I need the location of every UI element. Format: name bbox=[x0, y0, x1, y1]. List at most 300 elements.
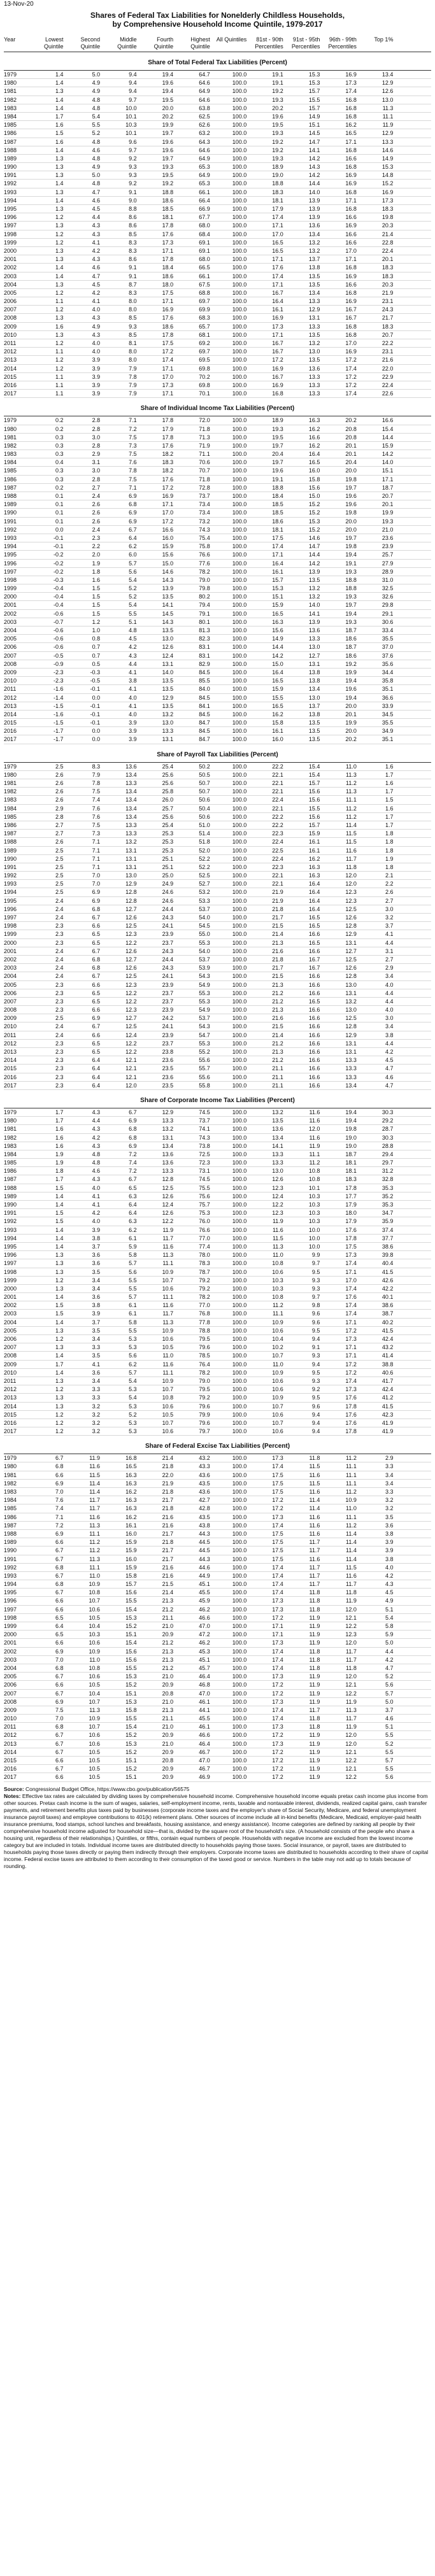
value-cell: 100.0 bbox=[232, 763, 247, 770]
table-row bbox=[4, 1031, 431, 1040]
value-cell: 64.9 bbox=[199, 155, 210, 162]
value-cell: 69.8 bbox=[199, 365, 210, 372]
value-cell: 9.4 bbox=[129, 71, 137, 78]
value-cell: 79.0 bbox=[199, 1377, 210, 1384]
value-cell: 2.6 bbox=[55, 780, 64, 786]
value-cell: 100.0 bbox=[232, 442, 247, 449]
value-cell: 19.5 bbox=[272, 122, 283, 129]
value-cell: 16.5 bbox=[125, 1463, 137, 1470]
year-cell: 2013 bbox=[4, 702, 17, 709]
value-cell: 13.0 bbox=[162, 719, 174, 726]
value-cell: 69.1 bbox=[199, 239, 210, 246]
value-cell: 44.3 bbox=[199, 1555, 210, 1562]
value-cell: 9.9 bbox=[311, 1252, 320, 1259]
value-cell: 5.2 bbox=[129, 1411, 137, 1418]
value-cell: 9.7 bbox=[311, 1260, 320, 1267]
value-cell: 10.7 bbox=[89, 1723, 101, 1730]
value-cell: 100.0 bbox=[232, 390, 247, 397]
value-cell: 3.2 bbox=[385, 914, 394, 921]
value-cell: 17.4 bbox=[272, 1581, 283, 1588]
value-cell: 22.6 bbox=[382, 390, 394, 397]
year-cell: 1998 bbox=[4, 1614, 17, 1621]
section-title: Share of Total Federal Tax Liabilities (Percent) bbox=[4, 56, 431, 71]
value-cell: 8.6 bbox=[129, 222, 137, 229]
value-cell: 9.1 bbox=[311, 1344, 320, 1351]
value-cell: 11.4 bbox=[346, 1530, 357, 1537]
value-cell: 21.5 bbox=[162, 1581, 174, 1588]
value-cell: 2.3 bbox=[55, 989, 64, 996]
table-row bbox=[4, 1117, 431, 1125]
value-cell: 20.1 bbox=[345, 451, 357, 458]
value-cell: 2.6 bbox=[92, 501, 101, 508]
value-cell: 100.0 bbox=[232, 694, 247, 701]
table-row bbox=[4, 163, 431, 171]
value-cell: 1.2 bbox=[55, 239, 64, 246]
value-cell: 1.2 bbox=[55, 357, 64, 364]
value-cell: 17.8 bbox=[345, 1428, 357, 1435]
year-cell: 1990 bbox=[4, 1201, 17, 1208]
value-cell: 17.4 bbox=[272, 1664, 283, 1671]
value-cell: 19.0 bbox=[272, 172, 283, 179]
table-row bbox=[4, 1082, 431, 1090]
value-cell: 3.1 bbox=[385, 947, 394, 954]
value-cell: 17.2 bbox=[272, 1505, 283, 1512]
value-cell: 16.1 bbox=[272, 728, 283, 735]
value-cell: 3.2 bbox=[385, 1505, 394, 1512]
year-cell: 1997 bbox=[4, 1260, 17, 1267]
value-cell: 17.6 bbox=[162, 476, 174, 483]
value-cell: 2.3 bbox=[55, 1040, 64, 1047]
table-row bbox=[4, 255, 431, 264]
value-cell: 55.2 bbox=[199, 1049, 210, 1055]
year-cell: 2012 bbox=[4, 1732, 17, 1739]
value-cell: 17.6 bbox=[345, 1226, 357, 1233]
table-row bbox=[4, 518, 431, 526]
year-cell: 2009 bbox=[4, 1361, 17, 1368]
value-cell: 20.1 bbox=[382, 501, 394, 508]
value-cell: 1.3 bbox=[55, 155, 64, 162]
value-cell: 100.0 bbox=[232, 627, 247, 633]
value-cell: 71.9 bbox=[199, 442, 210, 449]
value-cell: 13.5 bbox=[272, 1117, 283, 1124]
table-row bbox=[4, 830, 431, 838]
table-row bbox=[4, 467, 431, 475]
table-row bbox=[4, 450, 431, 458]
value-cell: 5.4 bbox=[385, 1614, 394, 1621]
value-cell: 3.9 bbox=[92, 1310, 101, 1317]
value-cell: 19.1 bbox=[272, 71, 283, 78]
value-cell: 100.0 bbox=[232, 1539, 247, 1546]
value-cell: 1.4 bbox=[55, 1201, 64, 1208]
value-cell: 6.7 bbox=[55, 1732, 64, 1739]
value-cell: -1.7 bbox=[53, 736, 64, 743]
value-cell: 14.1 bbox=[162, 602, 174, 609]
value-cell: 11.2 bbox=[346, 780, 357, 786]
value-cell: 20.0 bbox=[345, 518, 357, 525]
value-cell: 1.3 bbox=[55, 1252, 64, 1259]
value-cell: 6.7 bbox=[55, 1740, 64, 1747]
year-cell: 2005 bbox=[4, 1327, 17, 1334]
value-cell: 22.3 bbox=[272, 830, 283, 837]
value-cell: 12.4 bbox=[162, 1201, 174, 1208]
value-cell: 44.5 bbox=[199, 1539, 210, 1546]
value-cell: 2.6 bbox=[55, 771, 64, 778]
value-cell: 100.0 bbox=[232, 1648, 247, 1655]
table-row bbox=[4, 1419, 431, 1427]
value-cell: 100.0 bbox=[232, 1336, 247, 1342]
year-cell: 1994 bbox=[4, 1581, 17, 1588]
value-cell: 11.6 bbox=[309, 1108, 320, 1115]
value-cell: 5.6 bbox=[385, 1774, 394, 1781]
value-cell: 11.9 bbox=[382, 122, 394, 129]
value-cell: 9.3 bbox=[129, 323, 137, 330]
year-cell: 2008 bbox=[4, 1007, 17, 1014]
value-cell: 17.5 bbox=[345, 1243, 357, 1250]
value-cell: 3.4 bbox=[385, 1471, 394, 1478]
year-cell: 1990 bbox=[4, 855, 17, 862]
value-cell: 4.6 bbox=[92, 197, 101, 204]
value-cell: 10.3 bbox=[272, 1277, 283, 1284]
value-cell: 1.3 bbox=[55, 1403, 64, 1410]
value-cell: 17.4 bbox=[272, 1589, 283, 1596]
value-cell: 7.6 bbox=[55, 1497, 64, 1504]
value-cell: 25.1 bbox=[162, 863, 174, 870]
table-row bbox=[4, 719, 431, 727]
source-label: Source: bbox=[4, 1785, 24, 1792]
value-cell: 4.1 bbox=[92, 1192, 101, 1200]
column-header: Fourth Quintile bbox=[153, 36, 174, 50]
value-cell: 22.1 bbox=[272, 771, 283, 778]
value-cell: 18.3 bbox=[382, 272, 394, 280]
value-cell: 21.8 bbox=[162, 1539, 174, 1546]
value-cell: 3.4 bbox=[92, 1377, 101, 1384]
value-cell: 3.0 bbox=[385, 1015, 394, 1022]
value-cell: 8.8 bbox=[129, 206, 137, 212]
year-cell: 2012 bbox=[4, 694, 17, 701]
value-cell: 11.8 bbox=[309, 1715, 320, 1722]
value-cell: 6.7 bbox=[55, 1748, 64, 1755]
value-cell: 19.9 bbox=[345, 719, 357, 726]
value-cell: 100.0 bbox=[232, 1302, 247, 1309]
value-cell: 18.1 bbox=[272, 197, 283, 204]
value-cell: 54.3 bbox=[199, 1023, 210, 1030]
value-cell: 55.6 bbox=[199, 1073, 210, 1080]
value-cell: 100.0 bbox=[232, 881, 247, 888]
value-cell: 100.0 bbox=[232, 593, 247, 600]
value-cell: 24.4 bbox=[162, 956, 174, 963]
value-cell: 11.1 bbox=[309, 1150, 320, 1157]
table-row bbox=[4, 1377, 431, 1385]
value-cell: 7.4 bbox=[55, 1505, 64, 1512]
value-cell: 14.4 bbox=[308, 180, 320, 187]
value-cell: 14.0 bbox=[308, 602, 320, 609]
value-cell: -0.5 bbox=[90, 677, 101, 684]
value-cell: 14.0 bbox=[162, 669, 174, 676]
value-cell: 3.6 bbox=[92, 1294, 101, 1301]
value-cell: 4.4 bbox=[92, 214, 101, 221]
value-cell: 16.3 bbox=[308, 872, 320, 879]
value-cell: 100.0 bbox=[232, 526, 247, 533]
year-cell: 1998 bbox=[4, 230, 17, 237]
value-cell: 18.3 bbox=[345, 1176, 357, 1183]
value-cell: 15.4 bbox=[382, 425, 394, 432]
value-cell: 16.9 bbox=[345, 172, 357, 179]
value-cell: 1.2 bbox=[55, 1336, 64, 1342]
value-cell: 2.3 bbox=[55, 1049, 64, 1055]
value-cell: 4.0 bbox=[92, 1184, 101, 1191]
value-cell: 100.0 bbox=[232, 973, 247, 980]
year-cell: 1985 bbox=[4, 467, 17, 474]
value-cell: 5.5 bbox=[385, 1766, 394, 1773]
value-cell: 16.6 bbox=[308, 973, 320, 980]
section-title: Share of Federal Excise Tax Liabilities (Percent) bbox=[4, 1440, 431, 1454]
value-cell: 18.8 bbox=[272, 180, 283, 187]
value-cell: 17.5 bbox=[272, 1530, 283, 1537]
value-cell: 100.0 bbox=[232, 1277, 247, 1284]
value-cell: 3.9 bbox=[92, 390, 101, 397]
value-cell: 14.3 bbox=[308, 164, 320, 171]
value-cell: 11.6 bbox=[309, 1489, 320, 1495]
table-row bbox=[4, 939, 431, 947]
value-cell: 16.4 bbox=[272, 298, 283, 305]
value-cell: 100.0 bbox=[232, 1073, 247, 1080]
value-cell: 12.5 bbox=[125, 923, 137, 930]
value-cell: 13.5 bbox=[162, 677, 174, 684]
value-cell: 6.8 bbox=[129, 1134, 137, 1141]
value-cell: 54.0 bbox=[199, 914, 210, 921]
value-cell: 45.5 bbox=[199, 1589, 210, 1596]
value-cell: 1.3 bbox=[55, 1285, 64, 1292]
value-cell: 100.0 bbox=[232, 1706, 247, 1713]
value-cell: 11.1 bbox=[162, 1294, 174, 1301]
value-cell: 3.6 bbox=[92, 1369, 101, 1376]
value-cell: 10.5 bbox=[89, 1774, 101, 1781]
value-cell: 13.1 bbox=[345, 1040, 357, 1047]
year-cell: 2013 bbox=[4, 357, 17, 364]
value-cell: 17.4 bbox=[272, 1564, 283, 1571]
value-cell: 17.1 bbox=[162, 390, 174, 397]
value-cell: 100.0 bbox=[232, 459, 247, 466]
value-cell: 80.2 bbox=[199, 593, 210, 600]
value-cell: 8.6 bbox=[129, 214, 137, 221]
value-cell: 12.5 bbox=[345, 956, 357, 963]
value-cell: 11.5 bbox=[272, 1235, 283, 1242]
value-cell: 0.2 bbox=[55, 484, 64, 491]
value-cell: 25.1 bbox=[162, 855, 174, 862]
table-row bbox=[4, 1748, 431, 1757]
value-cell: 100.0 bbox=[232, 788, 247, 795]
value-cell: -0.2 bbox=[53, 568, 64, 575]
value-cell: 12.8 bbox=[125, 889, 137, 896]
value-cell: 21.7 bbox=[162, 1497, 174, 1504]
value-cell: 11.9 bbox=[309, 1142, 320, 1149]
value-cell: 13.1 bbox=[345, 939, 357, 946]
table-row bbox=[4, 863, 431, 872]
value-cell: 55.0 bbox=[199, 931, 210, 938]
value-cell: 13.8 bbox=[308, 669, 320, 676]
value-cell: 100.0 bbox=[232, 373, 247, 380]
value-cell: 18.7 bbox=[345, 627, 357, 633]
value-cell: 34.5 bbox=[382, 711, 394, 718]
value-cell: 100.0 bbox=[232, 1766, 247, 1773]
value-cell: 13.2 bbox=[345, 998, 357, 1005]
value-cell: 100.0 bbox=[232, 1581, 247, 1588]
table-row bbox=[4, 788, 431, 796]
value-cell: 16.9 bbox=[345, 71, 357, 78]
value-cell: 13.3 bbox=[308, 381, 320, 388]
value-cell: 11.9 bbox=[309, 1614, 320, 1621]
value-cell: 19.1 bbox=[272, 80, 283, 87]
value-cell: 100.0 bbox=[232, 1126, 247, 1133]
value-cell: 17.3 bbox=[272, 1606, 283, 1613]
value-cell: -0.4 bbox=[53, 593, 64, 600]
table-row bbox=[4, 1681, 431, 1689]
value-cell: 0.3 bbox=[55, 451, 64, 458]
value-cell: 4.8 bbox=[92, 1159, 101, 1166]
value-cell: 10.6 bbox=[272, 1327, 283, 1334]
value-cell: 0.0 bbox=[92, 736, 101, 743]
table-row bbox=[4, 1631, 431, 1639]
value-cell: 9.6 bbox=[311, 1403, 320, 1410]
value-cell: 11.2 bbox=[272, 1302, 283, 1309]
value-cell: 4.0 bbox=[92, 340, 101, 346]
value-cell: 100.0 bbox=[232, 855, 247, 862]
value-cell: 2.3 bbox=[55, 1073, 64, 1080]
value-cell: 20.9 bbox=[162, 1631, 174, 1638]
value-cell: 100.0 bbox=[232, 1555, 247, 1562]
column-header: Second Quintile bbox=[80, 36, 101, 50]
value-cell: 12.1 bbox=[125, 1073, 137, 1080]
value-cell: 13.9 bbox=[308, 568, 320, 575]
value-cell: 100.0 bbox=[232, 1184, 247, 1191]
value-cell: 20.8 bbox=[345, 434, 357, 441]
table-row bbox=[4, 188, 431, 197]
table-row bbox=[4, 365, 431, 373]
table-row bbox=[4, 442, 431, 450]
value-cell: 38.8 bbox=[382, 1361, 394, 1368]
table-row bbox=[4, 1488, 431, 1496]
year-cell: 1995 bbox=[4, 551, 17, 558]
value-cell: 10.4 bbox=[89, 1623, 101, 1629]
table-row bbox=[4, 1217, 431, 1226]
value-cell: 100.0 bbox=[232, 719, 247, 726]
year-cell: 1981 bbox=[4, 1126, 17, 1133]
value-cell: 3.2 bbox=[92, 1428, 101, 1435]
value-cell: 15.3 bbox=[272, 585, 283, 592]
value-cell: 20.8 bbox=[162, 1690, 174, 1697]
value-cell: 100.0 bbox=[232, 1252, 247, 1259]
year-cell: 1980 bbox=[4, 80, 17, 87]
value-cell: -0.4 bbox=[53, 585, 64, 592]
value-cell: 3.4 bbox=[92, 1285, 101, 1292]
value-cell: 1.2 bbox=[55, 1277, 64, 1284]
value-cell: 1.6 bbox=[92, 576, 101, 583]
value-cell: 15.5 bbox=[308, 805, 320, 812]
value-cell: 2.7 bbox=[55, 830, 64, 837]
value-cell: 23.6 bbox=[382, 534, 394, 541]
value-cell: 14.1 bbox=[272, 1142, 283, 1149]
value-cell: 100.0 bbox=[232, 551, 247, 558]
value-cell: 18.5 bbox=[272, 501, 283, 508]
value-cell: 2.4 bbox=[55, 1023, 64, 1030]
value-cell: 100.0 bbox=[232, 113, 247, 120]
value-cell: 100.0 bbox=[232, 1134, 247, 1141]
value-cell: 5.5 bbox=[129, 1277, 137, 1284]
value-cell: 6.6 bbox=[92, 923, 101, 930]
year-cell: 2010 bbox=[4, 677, 17, 684]
year-cell: 2010 bbox=[4, 1023, 17, 1030]
value-cell: 13.5 bbox=[308, 357, 320, 364]
table-row bbox=[4, 888, 431, 896]
value-cell: -0.1 bbox=[90, 702, 101, 709]
value-cell: 17.8 bbox=[162, 417, 174, 424]
value-cell: 100.0 bbox=[232, 830, 247, 837]
value-cell: 44.9 bbox=[199, 1572, 210, 1579]
value-cell: 13.0 bbox=[308, 348, 320, 355]
value-cell: 0.7 bbox=[92, 644, 101, 651]
value-cell: 23.9 bbox=[162, 1007, 174, 1014]
value-cell: 17.4 bbox=[345, 1377, 357, 1384]
value-cell: 75.6 bbox=[199, 1192, 210, 1200]
value-cell: 17.4 bbox=[345, 1260, 357, 1267]
value-cell: 44.1 bbox=[199, 1706, 210, 1713]
value-cell: 13.2 bbox=[308, 239, 320, 246]
value-cell: 16.2 bbox=[308, 425, 320, 432]
value-cell: 11.3 bbox=[162, 1252, 174, 1259]
value-cell: 24.9 bbox=[162, 881, 174, 888]
value-cell: 4.6 bbox=[92, 264, 101, 271]
value-cell: 11.6 bbox=[309, 1555, 320, 1562]
value-cell: 11.8 bbox=[309, 1589, 320, 1596]
year-cell: 2002 bbox=[4, 264, 17, 271]
table-row bbox=[4, 922, 431, 930]
table-row bbox=[4, 1522, 431, 1530]
value-cell: 100.0 bbox=[232, 1192, 247, 1200]
value-cell: 3.6 bbox=[92, 1260, 101, 1267]
value-cell: 20.0 bbox=[345, 526, 357, 533]
value-cell: 21.8 bbox=[162, 1505, 174, 1512]
value-cell: 17.4 bbox=[345, 390, 357, 397]
value-cell: 13.2 bbox=[162, 1126, 174, 1133]
year-cell: 2014 bbox=[4, 1748, 17, 1755]
value-cell: 55.3 bbox=[199, 998, 210, 1005]
value-cell: 17.5 bbox=[272, 1489, 283, 1495]
value-cell: 11.9 bbox=[272, 1218, 283, 1225]
value-cell: -1.6 bbox=[53, 686, 64, 693]
value-cell: 17.1 bbox=[345, 1268, 357, 1275]
value-cell: 23.9 bbox=[162, 1031, 174, 1038]
value-cell: 4.3 bbox=[385, 1581, 394, 1588]
value-cell: 12.6 bbox=[125, 965, 137, 972]
value-cell: 100.0 bbox=[232, 1723, 247, 1730]
value-cell: 17.0 bbox=[345, 340, 357, 346]
value-cell: 100.0 bbox=[232, 1117, 247, 1124]
value-cell: 100.0 bbox=[232, 365, 247, 372]
value-cell: 21.9 bbox=[382, 289, 394, 296]
value-cell: 15.9 bbox=[125, 1564, 137, 1571]
value-cell: 21.8 bbox=[272, 905, 283, 912]
value-cell: 6.0 bbox=[129, 551, 137, 558]
value-cell: 1.3 bbox=[55, 256, 64, 263]
value-cell: 8.3 bbox=[129, 289, 137, 296]
value-cell: 19.7 bbox=[272, 442, 283, 449]
value-cell: 100.0 bbox=[232, 222, 247, 229]
value-cell: 100.0 bbox=[232, 1310, 247, 1317]
value-cell: 100.0 bbox=[232, 931, 247, 938]
value-cell: 6.9 bbox=[92, 889, 101, 896]
value-cell: 19.5 bbox=[162, 96, 174, 103]
value-cell: 7.2 bbox=[55, 1522, 64, 1529]
